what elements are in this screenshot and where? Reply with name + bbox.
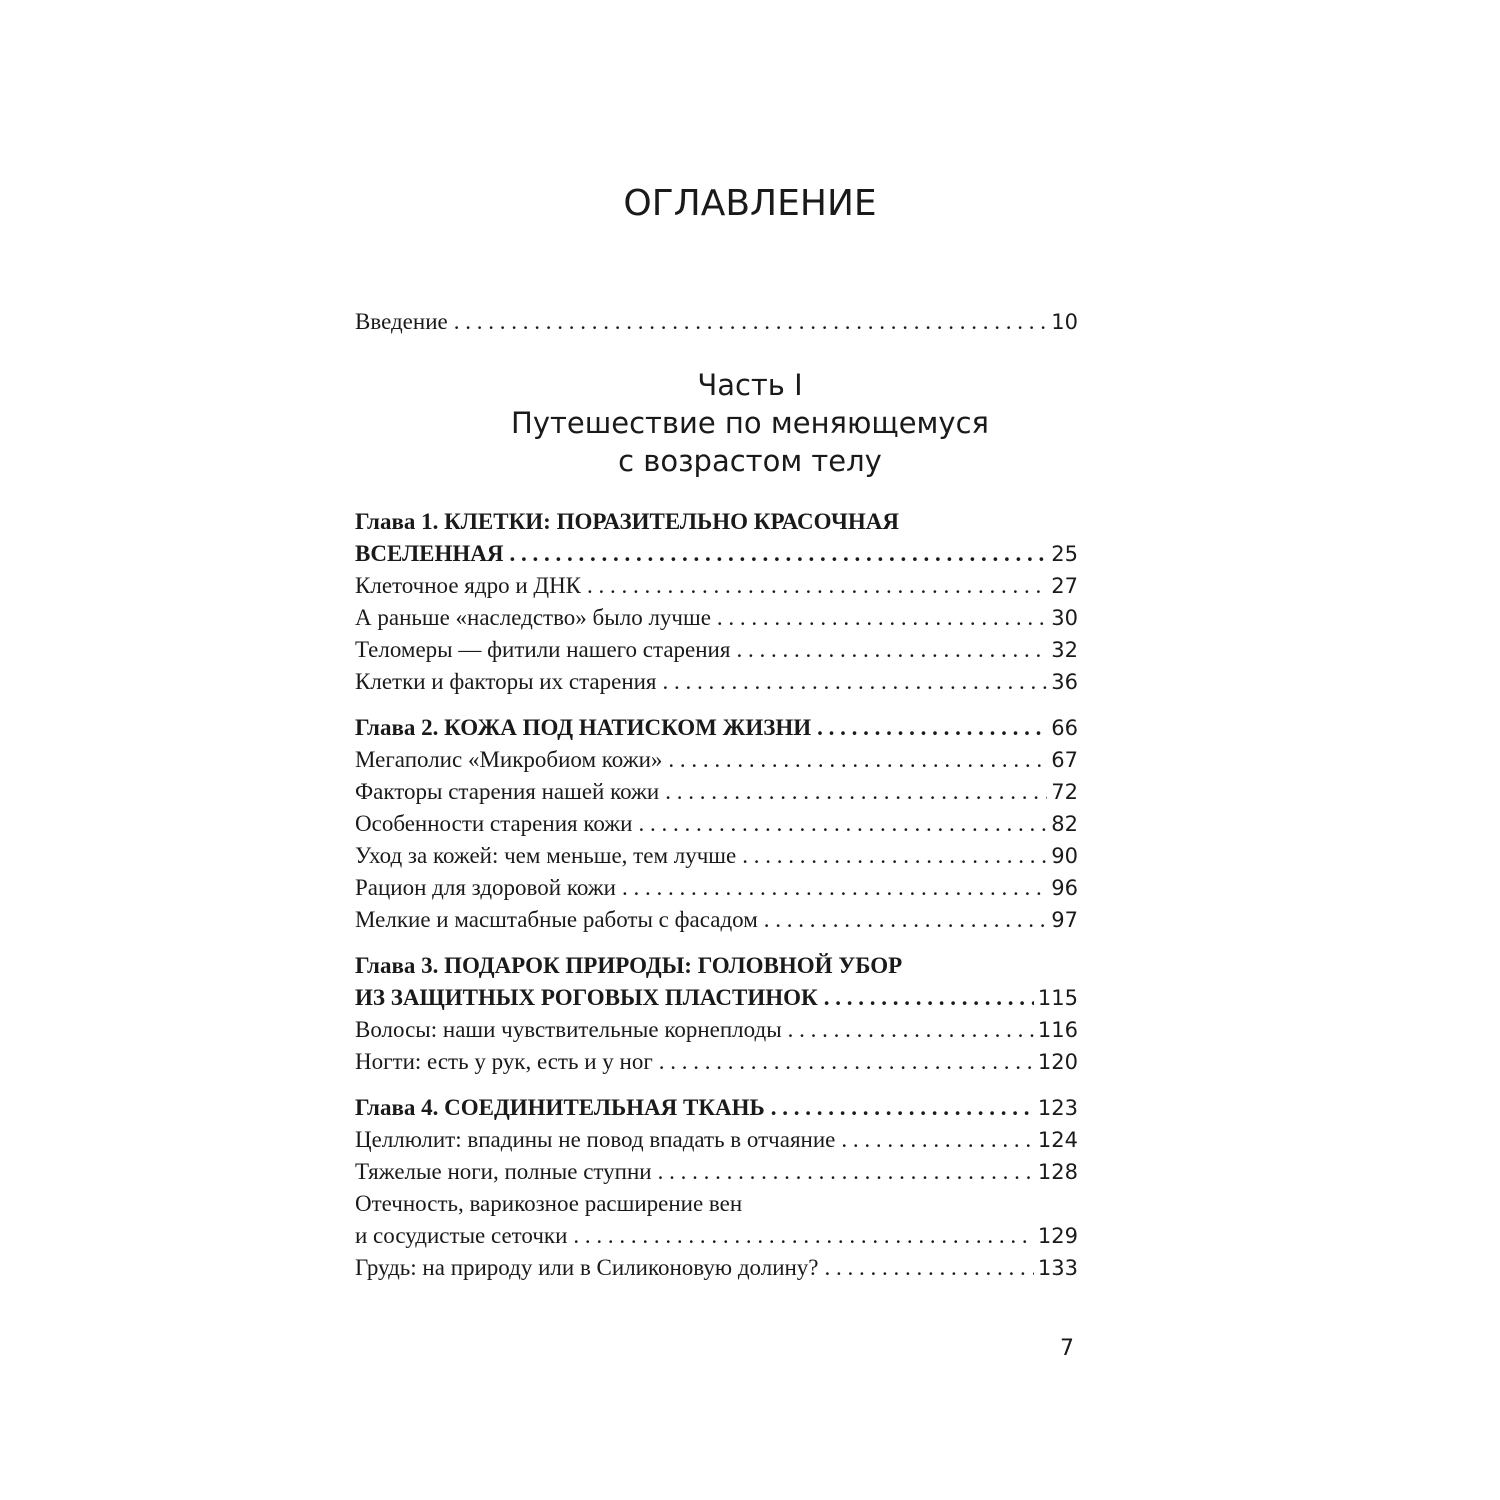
dot-leader <box>788 1014 1034 1046</box>
toc-chapter-4[interactable] <box>355 1092 1078 1124</box>
dot-leader <box>717 602 1047 634</box>
dot-leader <box>764 904 1047 936</box>
toc-entry[interactable] <box>355 808 1078 840</box>
toc-chapter-3[interactable] <box>355 982 1078 1014</box>
toc-page-number: 10 <box>1051 310 1078 334</box>
toc-entry-label: Факторы старения нашей кожи <box>355 779 660 804</box>
toc-entry-label: Теломеры — фитили нашего старения <box>355 637 731 662</box>
toc-page-number: 128 <box>1037 1160 1078 1184</box>
dot-leader <box>454 306 1048 338</box>
dot-leader <box>665 776 1047 808</box>
dot-leader <box>622 872 1047 904</box>
toc-entry-label: Рацион для здоровой кожи <box>355 875 616 900</box>
toc-entry[interactable] <box>355 570 1078 602</box>
page-number-folio: 7 <box>1060 1336 1074 1361</box>
toc-entry-label: Уход за кожей: чем меньше, тем лучше <box>355 843 737 868</box>
toc-page-number: 96 <box>1051 876 1078 900</box>
chapter-heading-line[interactable]: Глава 1. КЛЕТКИ: ПОРАЗИТЕЛЬНО КРАСОЧНАЯ <box>355 509 899 534</box>
toc-page-number: 67 <box>1051 748 1078 772</box>
toc-entry[interactable] <box>355 776 1078 808</box>
toc-page-number: 124 <box>1037 1128 1078 1152</box>
toc-entry[interactable] <box>355 1220 1078 1252</box>
dot-leader <box>658 1156 1034 1188</box>
toc-entry-label: Волосы: наши чувствительные корнеплоды <box>355 1017 782 1042</box>
toc-entry-label: Ногти: есть у рук, есть и у ног <box>355 1049 653 1074</box>
toc-page-number: 120 <box>1037 1050 1078 1074</box>
toc-chapter-1[interactable] <box>355 538 1078 570</box>
toc-entry-label: ИЗ ЗАЩИТНЫХ РОГОВЫХ ПЛАСТИНОК <box>355 985 818 1010</box>
part-title-line-1: Путешествие по меняющемуся <box>511 406 989 440</box>
toc-page-number: 133 <box>1037 1256 1078 1280</box>
toc-entry[interactable] <box>355 1124 1078 1156</box>
dot-leader <box>659 1046 1034 1078</box>
toc-entry-label: Клеточное ядро и ДНК <box>355 573 582 598</box>
toc-entry-label: и сосудистые сеточки <box>355 1223 568 1248</box>
toc-entry-label: Клетки и факторы их старения <box>355 669 657 694</box>
toc-page-number: 30 <box>1051 606 1078 630</box>
toc-page-number: 72 <box>1051 780 1078 804</box>
toc-page-number: 27 <box>1051 574 1078 598</box>
toc-entry[interactable] <box>355 1014 1078 1046</box>
toc-entry-label: Мегаполис «Микробиом кожи» <box>355 747 663 772</box>
toc-entry-label: Введение <box>355 309 448 334</box>
dot-leader <box>824 982 1034 1014</box>
toc-entry-label: Глава 2. КОЖА ПОД НАТИСКОМ ЖИЗНИ <box>355 715 812 740</box>
chapter-heading-line[interactable]: Глава 3. ПОДАРОК ПРИРОДЫ: ГОЛОВНОЙ УБОР <box>355 953 903 978</box>
toc-page-number: 32 <box>1051 638 1078 662</box>
part-heading <box>0 366 1500 480</box>
toc-entry[interactable] <box>355 1252 1078 1284</box>
dot-leader <box>668 744 1047 776</box>
dot-leader <box>742 840 1047 872</box>
dot-leader <box>638 808 1047 840</box>
toc-page-number: 82 <box>1051 812 1078 836</box>
toc-entry-label: Особенности старения кожи <box>355 811 633 836</box>
toc-entry[interactable] <box>355 904 1078 936</box>
page-title: ОГЛАВЛЕНИЕ <box>623 183 877 224</box>
toc-chapter-2[interactable] <box>355 712 1078 744</box>
dot-leader <box>509 538 1047 570</box>
toc-entry-first-line[interactable]: Отечность, варикозное расширение вен <box>355 1191 743 1216</box>
dot-leader <box>841 1124 1034 1156</box>
part-number: Часть I <box>697 368 803 402</box>
dot-leader <box>825 1252 1034 1284</box>
toc-entry-label: А раньше «наследство» было лучше <box>355 605 711 630</box>
toc-entry-label: ВСЕЛЕННАЯ <box>355 541 504 566</box>
dot-leader <box>587 570 1047 602</box>
toc-page-number: 123 <box>1037 1096 1078 1120</box>
dot-leader <box>573 1220 1034 1252</box>
toc-entry[interactable] <box>355 1046 1078 1078</box>
toc-entry[interactable] <box>355 872 1078 904</box>
toc-entry-label: Тяжелые ноги, полные ступни <box>355 1159 652 1184</box>
toc-entry[interactable] <box>355 666 1078 698</box>
toc-entry-label: Грудь: на природу или в Силиконовую долину? <box>355 1255 819 1280</box>
toc-page-number: 97 <box>1051 908 1078 932</box>
toc-entry[interactable] <box>355 744 1078 776</box>
part-title-line-2: с возрастом телу <box>618 444 882 478</box>
toc-entry-label: Целлюлит: впадины не повод впадать в отчаяние <box>355 1127 836 1152</box>
toc-page-number: 129 <box>1037 1224 1078 1248</box>
toc-entry[interactable] <box>355 602 1078 634</box>
toc-entry-label: Глава 4. СОЕДИНИТЕЛЬНАЯ ТКАНЬ <box>355 1095 765 1120</box>
dot-leader <box>817 712 1047 744</box>
toc-entry[interactable] <box>355 840 1078 872</box>
dot-leader <box>663 666 1048 698</box>
dot-leader <box>736 634 1047 666</box>
toc-entry-intro[interactable] <box>355 306 1078 338</box>
toc-page-number: 66 <box>1051 716 1078 740</box>
toc-page-number: 90 <box>1051 844 1078 868</box>
toc-page-number: 115 <box>1037 986 1078 1010</box>
toc-entry-label: Мелкие и масштабные работы с фасадом <box>355 907 758 932</box>
dot-leader <box>771 1092 1034 1124</box>
toc-page-number: 36 <box>1051 670 1078 694</box>
toc-page-number: 116 <box>1037 1018 1078 1042</box>
toc-entry[interactable] <box>355 634 1078 666</box>
toc-entry[interactable] <box>355 1156 1078 1188</box>
toc-page-number: 25 <box>1051 542 1078 566</box>
